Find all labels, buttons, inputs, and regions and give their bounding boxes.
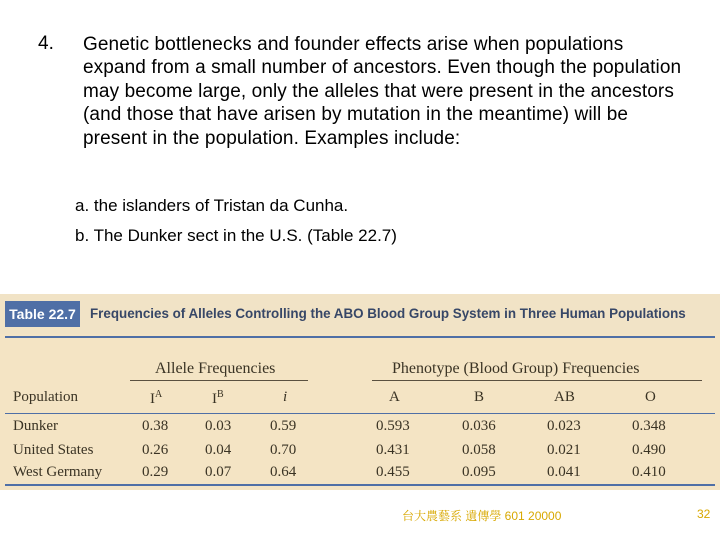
cell-i: 0.64: [270, 464, 297, 480]
cell-b: 0.095: [462, 464, 496, 480]
cell-ib: 0.04: [205, 442, 232, 458]
cell-ab: 0.021: [547, 442, 581, 458]
header-i: i: [283, 389, 288, 405]
cell-b: 0.058: [462, 442, 496, 458]
header-b: B: [474, 389, 485, 405]
cell-b: 0.036: [462, 418, 496, 434]
header-o: O: [645, 389, 656, 405]
table-top-rule: [5, 336, 715, 338]
cell-ia: 0.26: [142, 442, 169, 458]
cell-o: 0.490: [632, 442, 666, 458]
cell-o: 0.410: [632, 464, 666, 480]
main-paragraph: Genetic bottlenecks and founder effects arise when populations expand from a small number of ancestors. Even though the population may become large, only the alleles that were present in the ancestors (and those that have arisen by mutation in the meantime) will be present in the population. Examples include:: [83, 34, 682, 149]
cell-ib: 0.03: [205, 418, 232, 434]
cell-ib: 0.07: [205, 464, 232, 480]
allele-group-heading: Allele Frequencies: [155, 360, 276, 377]
cell-i: 0.70: [270, 442, 297, 458]
cell-a: 0.431: [376, 442, 410, 458]
cell-ia: 0.29: [142, 464, 169, 480]
footer-page-number: 32: [697, 507, 711, 521]
cell-ia: 0.38: [142, 418, 169, 434]
header-ia-letter: I: [150, 391, 155, 407]
cell-population: West Germany: [13, 464, 103, 480]
cell-i: 0.59: [270, 418, 297, 434]
phenotype-group-rule: [372, 380, 702, 381]
header-ib-sup: B: [217, 389, 224, 400]
example-item-a: a. the islanders of Tristan da Cunha.: [75, 196, 349, 215]
footer-course: 台大農藝系 遺傳學 601 20000: [402, 509, 562, 523]
table-badge: Table 22.7: [5, 301, 80, 327]
header-ib-letter: I: [212, 391, 217, 407]
table-title: Frequencies of Alleles Controlling the ABO Blood Group System in Three Human Populations: [90, 306, 686, 321]
header-population: Population: [13, 389, 79, 405]
header-ab: AB: [554, 389, 575, 405]
header-ia-sup: A: [155, 389, 163, 400]
table-header-bar: [0, 294, 720, 334]
header-a: A: [389, 389, 400, 405]
table-header-rule: [5, 413, 715, 414]
table-figure: [0, 294, 720, 490]
cell-a: 0.455: [376, 464, 410, 480]
slide-number: 4.: [38, 33, 54, 54]
header-ib: [212, 389, 224, 408]
cell-population: Dunker: [13, 418, 58, 434]
phenotype-group-heading: Phenotype (Blood Group) Frequencies: [392, 360, 640, 377]
cell-population: United States: [13, 442, 94, 458]
example-item-b: b. The Dunker sect in the U.S. (Table 22.7): [75, 226, 397, 245]
cell-ab: 0.023: [547, 418, 581, 434]
header-ia: [150, 389, 162, 408]
cell-a: 0.593: [376, 418, 410, 434]
allele-group-rule: [130, 380, 308, 381]
cell-ab: 0.041: [547, 464, 581, 480]
table-bottom-rule: [5, 484, 715, 486]
cell-o: 0.348: [632, 418, 666, 434]
